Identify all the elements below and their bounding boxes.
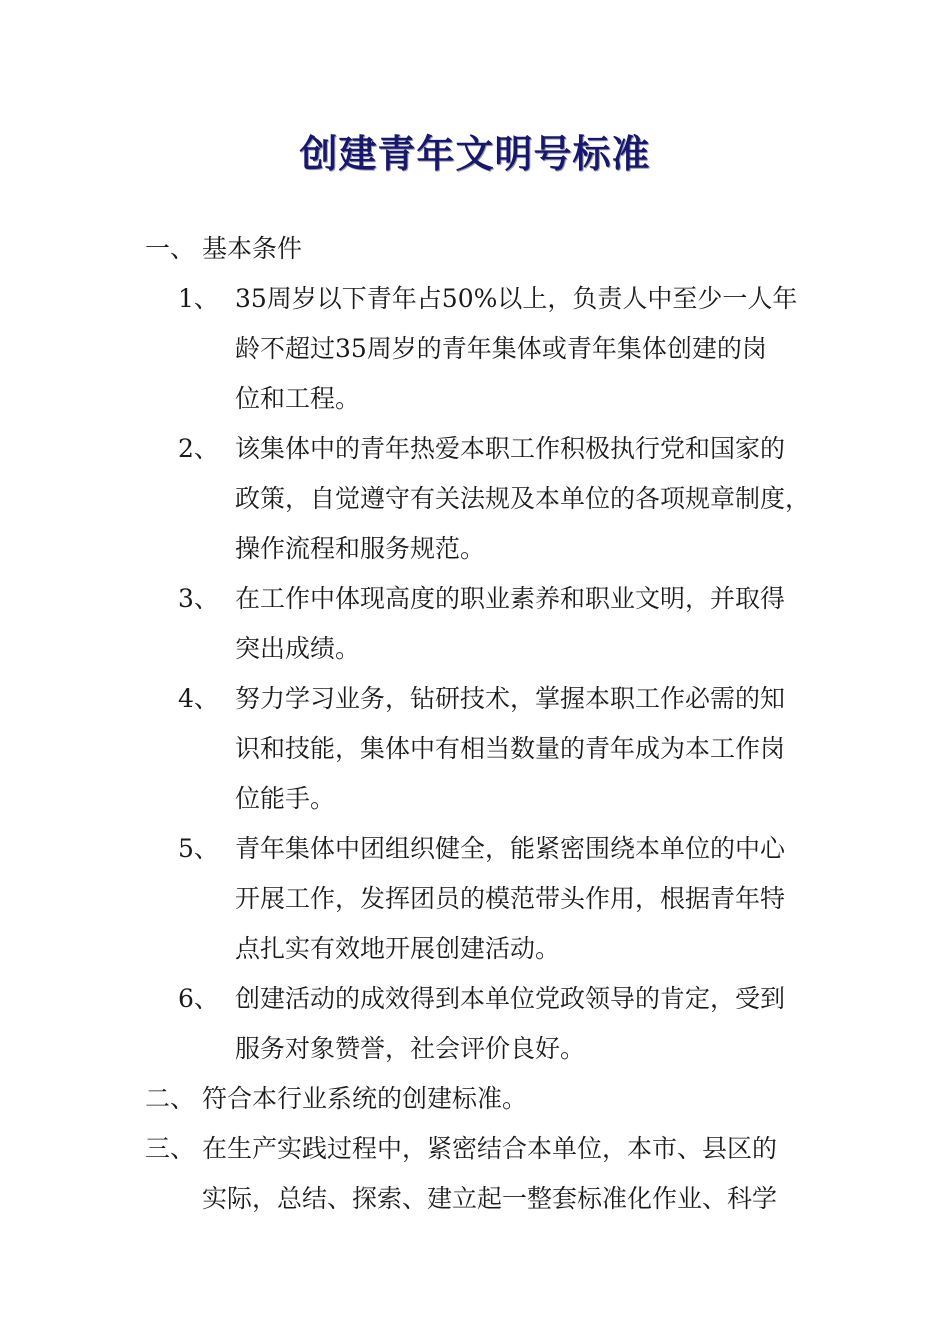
item-4-line-1: 努力学习业务，钻研技术，掌握本职工作必需的知 bbox=[235, 684, 786, 713]
item-2-line-1: 该集体中的青年热爱本职工作积极执行党和国家的 bbox=[235, 434, 786, 463]
item-1-line-3: 位和工程。 bbox=[235, 384, 361, 413]
item-5-line-3: 点扎实有效地开展创建活动。 bbox=[235, 934, 561, 963]
item-1-line-2: 龄不超过35周岁的青年集体或青年集体创建的岗 bbox=[235, 334, 767, 363]
item-1-line-1: 35周岁以下青年占50%以上，负责人中至少一人年 bbox=[235, 284, 798, 313]
section-3-line-1: 在生产实践过程中，紧密结合本单位，本市、县区的 bbox=[202, 1134, 778, 1163]
item-3-line-2: 突出成绩。 bbox=[235, 634, 361, 663]
item-2-line-3: 操作流程和服务规范。 bbox=[235, 534, 486, 563]
item-5-number: 5、 bbox=[178, 834, 219, 863]
document-title: 创建青年文明号标准 bbox=[299, 132, 651, 176]
item-6-number: 6、 bbox=[178, 984, 219, 1013]
item-4-line-2: 识和技能，集体中有相当数量的青年成为本工作岗 bbox=[235, 734, 786, 763]
item-2-number: 2、 bbox=[178, 434, 219, 463]
item-4-line-3: 位能手。 bbox=[235, 784, 336, 813]
item-6-line-1: 创建活动的成效得到本单位党政领导的肯定，受到 bbox=[235, 984, 786, 1013]
item-5-line-2: 开展工作，发挥团员的模范带头作用，根据青年特 bbox=[235, 884, 786, 913]
item-4-number: 4、 bbox=[178, 684, 219, 713]
item-3-number: 3、 bbox=[178, 584, 219, 613]
section-3-line-2: 实际，总结、探索、建立起一整套标准化作业、科学 bbox=[202, 1184, 778, 1213]
item-2-line-2: 政策，自觉遵守有关法规及本单位的各项规章制度， bbox=[235, 484, 811, 513]
section-1-heading: 基本条件 bbox=[202, 234, 303, 263]
section-3-marker: 三、 bbox=[145, 1134, 196, 1163]
item-1-number: 1、 bbox=[178, 284, 219, 313]
item-5-line-1: 青年集体中团组织健全，能紧密围绕本单位的中心 bbox=[235, 834, 786, 863]
item-6-line-2: 服务对象赞誉，社会评价良好。 bbox=[235, 1034, 586, 1063]
item-3-line-1: 在工作中体现高度的职业素养和职业文明，并取得 bbox=[235, 584, 786, 613]
section-2-line-1: 符合本行业系统的创建标准。 bbox=[202, 1084, 528, 1113]
section-1-marker: 一、 bbox=[145, 234, 196, 263]
section-2-marker: 二、 bbox=[145, 1084, 196, 1113]
